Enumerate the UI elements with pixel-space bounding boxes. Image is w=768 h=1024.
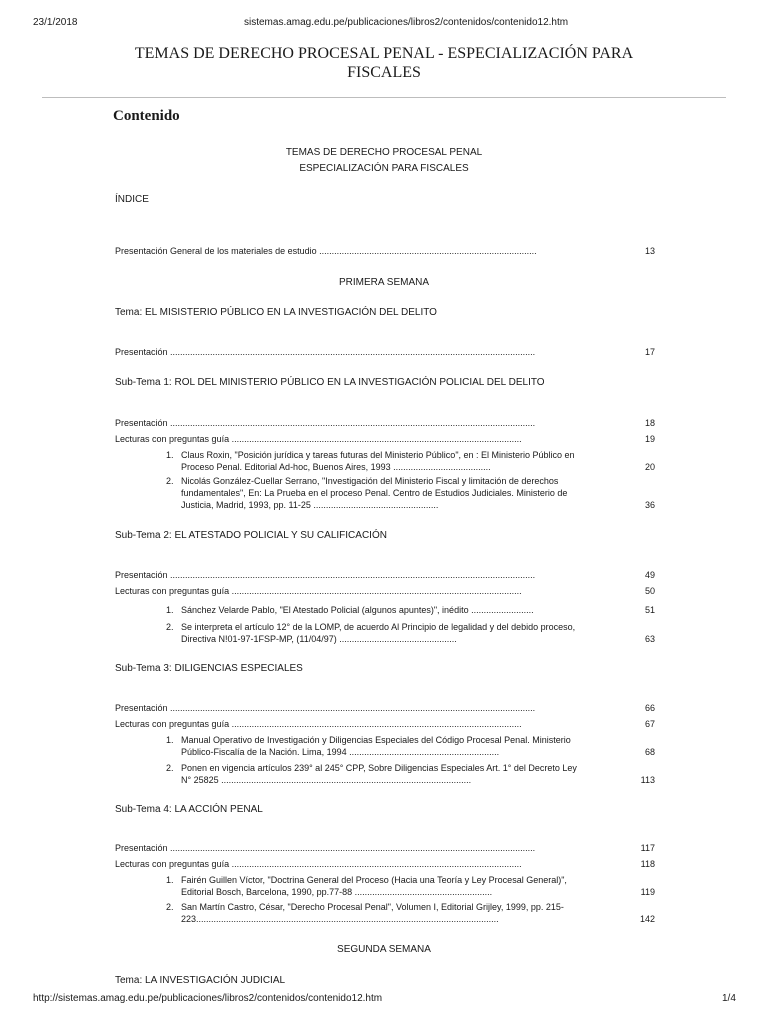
- print-page-counter: 1/4: [722, 993, 736, 1004]
- section-heading-contenido: Contenido: [113, 108, 180, 124]
- subtopic-heading-4: Sub-Tema 4: LA ACCIÓN PENAL: [115, 804, 263, 815]
- index-heading: ÍNDICE: [115, 194, 149, 205]
- print-date: 23/1/2018: [33, 17, 78, 28]
- title-divider: [42, 97, 726, 98]
- toc-page-number: 142: [639, 914, 655, 924]
- toc-entry-st1-presentacion: Presentación .................................................................................................................................................. 18: [115, 418, 655, 428]
- subtopic-heading-3: Sub-Tema 3: DILIGENCIAS ESPECIALES: [115, 663, 303, 674]
- toc-page-number: 113: [640, 775, 655, 785]
- print-url-footer: http://sistemas.amag.edu.pe/publicaciones/libros2/contenidos/contenido12.htm: [33, 993, 383, 1004]
- doc-subtitle-1: TEMAS DE DERECHO PROCESAL PENAL: [285, 147, 483, 158]
- toc-reading-item: 2. Se interpreta el artículo 12° de la LOMP, de acuerdo Al Principio de legalidad y del debido proceso, Directiva N!01-97-1FSP-MP, (11/04/97) ............................................... 63: [166, 622, 655, 644]
- toc-reading-item: 2. Nicolás González-Cuellar Serrano, "Investigación del Ministerio Fiscal y limitación de derechos fundamentales", En: La Prueba en el proceso Penal. Centro de Estudios Judiciales. Ministerio de Justicia, Madrid, 1993, pp. 11-25 .................................................. 36: [166, 476, 655, 510]
- week-heading-2: SEGUNDA SEMANA: [337, 944, 431, 955]
- toc-entry-st1-lecturas: Lecturas con preguntas guía .................................................................................................................... 19: [115, 434, 655, 444]
- toc-page-number: 36: [644, 500, 655, 510]
- page-title: TEMAS DE DERECHO PROCESAL PENAL - ESPECIALIZACIÓN PARA FISCALES: [134, 45, 634, 81]
- subtopic-heading-2: Sub-Tema 2: EL ATESTADO POLICIAL Y SU CALIFICACIÓN: [115, 530, 387, 541]
- toc-entry-st4-presentacion: Presentación .................................................................................................................................................. 117: [115, 843, 655, 853]
- toc-page-number: 49: [644, 570, 655, 580]
- toc-entry-st2-presentacion: Presentación .................................................................................................................................................. 49: [115, 570, 655, 580]
- toc-reading-item: 1. Sánchez Velarde Pablo, "El Atestado Policial (algunos apuntes)", inédito ......................... 51: [166, 605, 655, 615]
- print-url-header: sistemas.amag.edu.pe/publicaciones/libros2/contenidos/contenido12.htm: [244, 17, 569, 28]
- toc-entry-st3-presentacion: Presentación .................................................................................................................................................. 66: [115, 703, 655, 713]
- toc-page-number: 118: [640, 859, 655, 869]
- toc-page-number: 17: [644, 347, 655, 357]
- subtopic-heading-1: Sub-Tema 1: ROL DEL MINISTERIO PÚBLICO EN LA INVESTIGACIÓN POLICIAL DEL DELITO: [115, 377, 545, 388]
- toc-entry-intro: Presentación General de los materiales de estudio ....................................................................................... 13: [115, 246, 655, 256]
- toc-reading-item: 1. Fairén Guillen Víctor, "Doctrina General del Proceso (Hacia una Teoría y Ley Procesal General)", Editorial Bosch, Barcelona, 1990, pp.77-88 ....................................................... 119: [166, 875, 655, 897]
- toc-page-number: 51: [644, 605, 655, 615]
- toc-page-number: 63: [644, 634, 655, 644]
- toc-reading-item: 2. San Martín Castro, César, "Derecho Procesal Penal", Volumen I, Editorial Grijley, 1999, pp. 215-223......................................................................................................................... 142: [166, 902, 655, 924]
- doc-subtitle-2: ESPECIALIZACIÓN PARA FISCALES: [299, 163, 469, 174]
- toc-page-number: 68: [644, 747, 655, 757]
- toc-page-number: 50: [644, 586, 655, 596]
- toc-entry-st3-lecturas: Lecturas con preguntas guía .................................................................................................................... 67: [115, 719, 655, 729]
- toc-page-number: 117: [640, 843, 655, 853]
- toc-entry-tema1-presentacion: Presentación .................................................................................................................................................. 17: [115, 347, 655, 357]
- toc-reading-item: 2. Ponen en vigencia artículos 239° al 245° CPP, Sobre Diligencias Especiales Art. 1° del Decreto Ley N° 25825 .................................................................................................... 113: [166, 763, 655, 785]
- toc-page-number: 19: [644, 434, 655, 444]
- toc-page-number: 13: [644, 246, 655, 256]
- toc-reading-item: 1. Claus Roxin, "Posición jurídica y tareas futuras del Ministerio Público", en : El Ministerio Público en Proceso Penal. Editorial Ad-hoc, Buenos Aires, 1993 ....................................... 20: [166, 450, 655, 472]
- week-heading-1: PRIMERA SEMANA: [338, 277, 430, 288]
- toc-page-number: 119: [640, 887, 655, 897]
- topic-heading-1: Tema: EL MISISTERIO PÚBLICO EN LA INVESTIGACIÓN DEL DELITO: [115, 307, 437, 318]
- topic-heading-2: Tema: LA INVESTIGACIÓN JUDICIAL: [115, 975, 286, 986]
- toc-page-number: 20: [644, 462, 655, 472]
- toc-page-number: 66: [644, 703, 655, 713]
- toc-page-number: 18: [644, 418, 655, 428]
- toc-entry-st4-lecturas: Lecturas con preguntas guía .................................................................................................................... 118: [115, 859, 655, 869]
- toc-entry-st2-lecturas: Lecturas con preguntas guía .................................................................................................................... 50: [115, 586, 655, 596]
- toc-reading-item: 1. Manual Operativo de Investigación y Diligencias Especiales del Código Procesal Penal. Ministerio Público-Fiscalía de la Nación. Lima, 1994 ............................................................ 68: [166, 735, 655, 757]
- toc-page-number: 67: [644, 719, 655, 729]
